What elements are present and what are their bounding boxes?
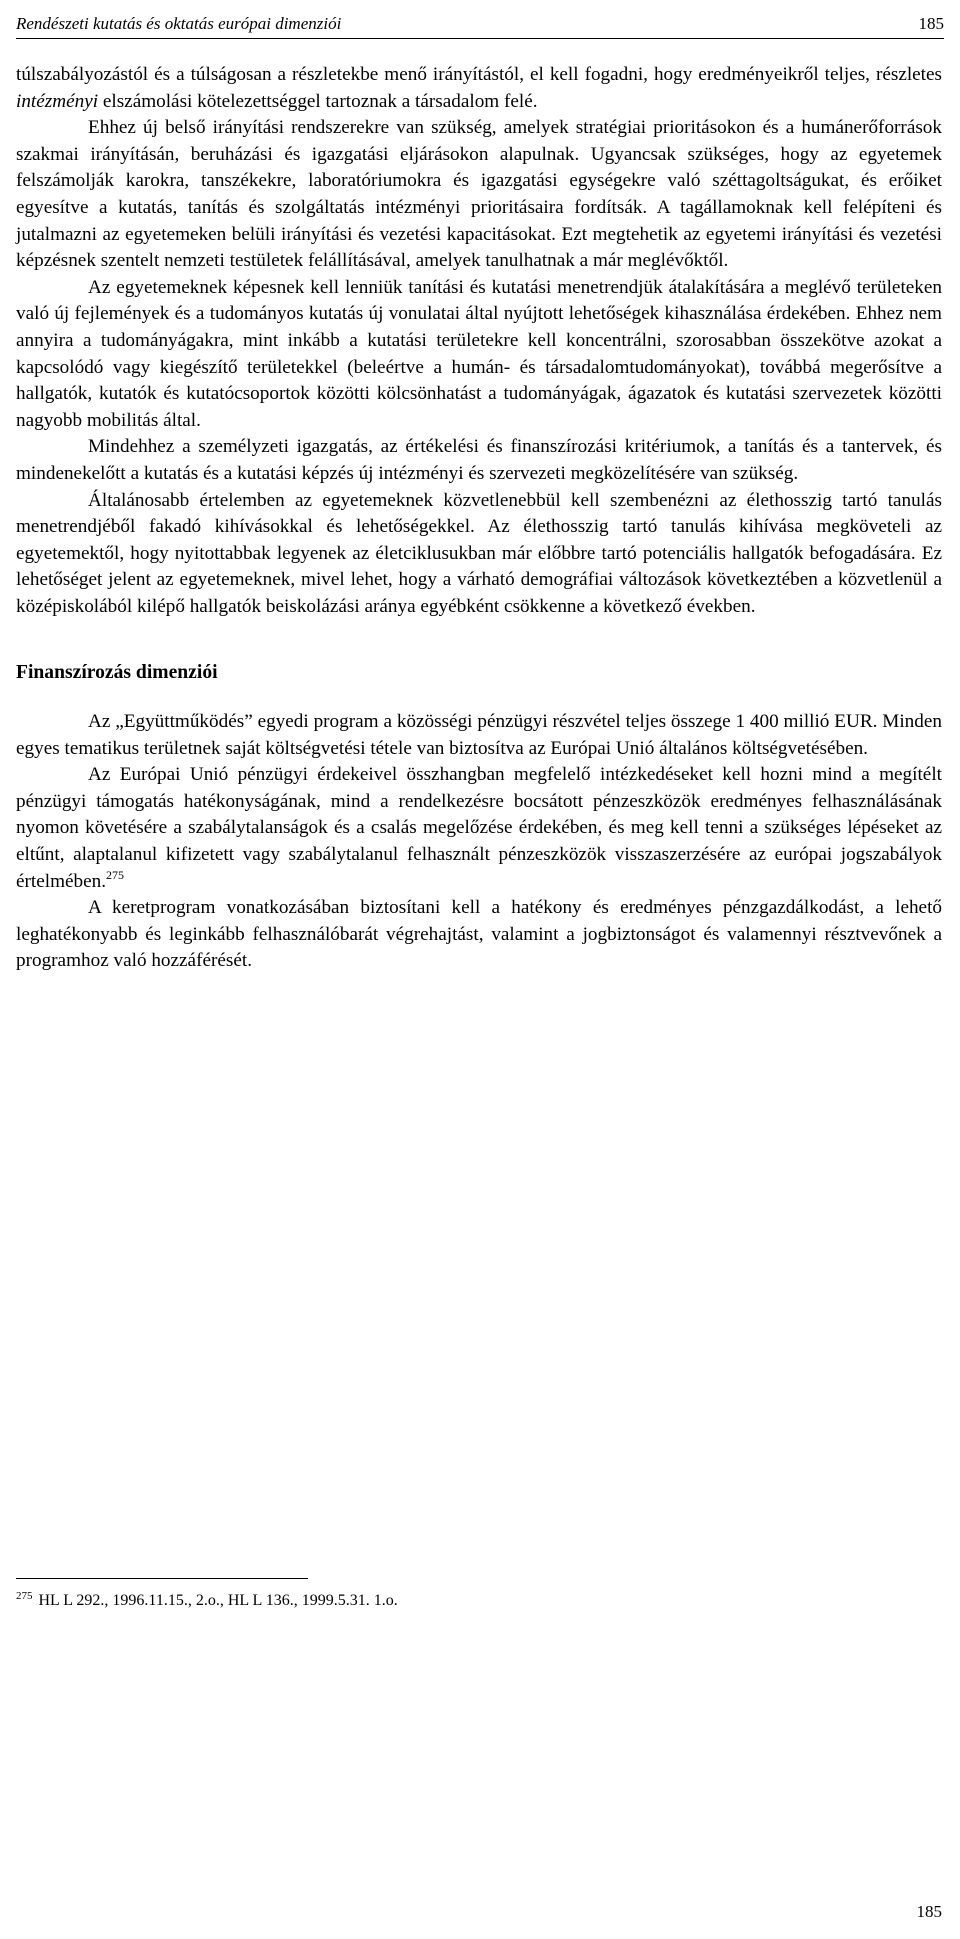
section-paragraph-3: A keretprogram vonatkozásában biztosítani kell a hatékony és eredményes pénzgazdálkodást, a lehető leghatékonyabb és leginkább felhasználóbarát végrehajtást, valamint a jogbiztonságot és valamennyi résztvevőnek a programhoz való hozzáférését.: [16, 897, 942, 972]
paragraph-1-italic: intézményi: [16, 90, 99, 112]
paragraph-3: Az egyetemeknek képesnek kell lenniük tanítási és kutatási menetrendjük átalakítására a meglévő területeken való új fejlemények és a tudományos kutatás új vonulatai által nyújtott lehetőségek kihasználása érdekében. Ehhez nem annyira a tudományágakra, mint inkább a kutatási területekre kell koncentrálni, szorosabban összekötve azokat a kapcsolódó vagy kiegészítő területekkel (beleértve a humán- és társadalomtudományokat), továbbá megerősítve a hallgatók, kutatók és kutatócsoportok közötti kölcsönhatást a tudományágak, ágazatok és kutatási szervezetek közötti nagyobb mobilitás által.: [16, 276, 942, 431]
running-header-page-number: 185: [918, 14, 944, 33]
paragraph-1-text: túlszabályozástól és a túlságosan a részletekbe menő irányítástól, el kell fogadni, hogy eredményeikről teljes, részletes: [16, 64, 942, 85]
paragraph-continued: [16, 62, 942, 115]
footnote-number: 275: [16, 1590, 33, 1602]
section-paragraph-1: Az „Együttműködés” egyedi program a közösségi pénzügyi részvétel teljes összege 1 400 millió EUR. Minden egyes tematikus területnek saját költségvetési tétele van biztosítva az Európai Unió általános költségvetésében.: [16, 711, 942, 759]
section-paragraph-2: [16, 762, 942, 895]
paragraph-1-tail: elszámolási kötelezettséggel tartoznak a társadalom felé.: [98, 90, 538, 112]
paragraph-2: [16, 115, 942, 275]
footer-page-number: 185: [916, 1902, 942, 1921]
paragraph-5: Általánosabb értelemben az egyetemeknek közvetlenebbül kell szembenézni az élethosszig tartó tanulás menetrendjéből fakadó kihívásokkal és lehetőségekkel. Az élethosszig tartó tanulás kihívása megköveteli az egyetemektől, hogy nyitottabbak legyenek az életciklusukban már előbbre tartó potenciális hallgatók befogadására. Ez lehetőséget jelent az egyetemeknek, mivel lehet, hogy a várható demográfiai változások következtében a közvetlenül a középiskolából kilépő hallgatók beiskolázási aránya egyébként csökkenne a következő években.: [16, 489, 942, 617]
header-rule: [16, 38, 944, 39]
section-heading: Finanszírozás dimenziói: [16, 662, 218, 684]
footnote: [16, 1590, 398, 1612]
paragraph-2b-text: Ugyancsak szükséges, hogy az egyetemek felszámolják karokra, tanszékekre, laboratóriumokra és igazgatási egységekre való széttagoltságukat, és erőiket egyesítve a kutatás, tanítás és szolgáltatás intézményi prioritásaira fordítsák. A tagállamoknak kell felépíteni és jutalmazni az egyetemeken belüli irányítási és vezetési kapacitásokat. Ezt megtehetik az egyetemi irányítási és vezetési képzésnek szentelt nemzeti testületek felállításával, amelyek tanulhatnak a már meglévőktől.: [16, 143, 942, 272]
section-paragraph-2-text: Az Európai Unió pénzügyi érdekeivel összhangban megfelelő intézkedéseket kell hozni mind a megítélt pénzügyi támogatás hatékonyságának, mind a rendelkezésre bocsátott pénzeszközök eredményes felhasználásának nyomon követésére a szabálytalanságok és a csalás megelőzése érdekében, és meg kell tenni a szükséges lépéseket az eltűnt, alaptalanul kifizetett vagy szabálytalanul felhasznált pénzeszközök visszaszerzésére az európai jogszabályok értelmében.: [16, 764, 942, 892]
body-text: [16, 62, 942, 975]
running-header-title: Rendészeti kutatás és oktatás európai dimenziói: [16, 14, 342, 33]
running-header: [16, 14, 944, 44]
paragraph-2a-text: Ehhez új belső irányítási rendszerekre van szükség, amelyek stratégiai prioritásokon és a humánerőforrások szakmai irányításán, beruházási és igazgatási eljárásokon alapulnak.: [16, 117, 942, 165]
footnote-reference[interactable]: 275: [106, 867, 125, 882]
footnote-separator: [16, 1578, 308, 1579]
paragraph-4: Mindehhez a személyzeti igazgatás, az értékelési és finanszírozási kritériumok, a tanítás és a tantervek, és mindenekelőtt a kutatás és a kutatási képzés új intézményi és szervezeti megközelítésére van szükség.: [16, 436, 942, 484]
footnote-text: HL L 292., 1996.11.15., 2.o., HL L 136., 1999.5.31. 1.o.: [38, 1592, 398, 1609]
